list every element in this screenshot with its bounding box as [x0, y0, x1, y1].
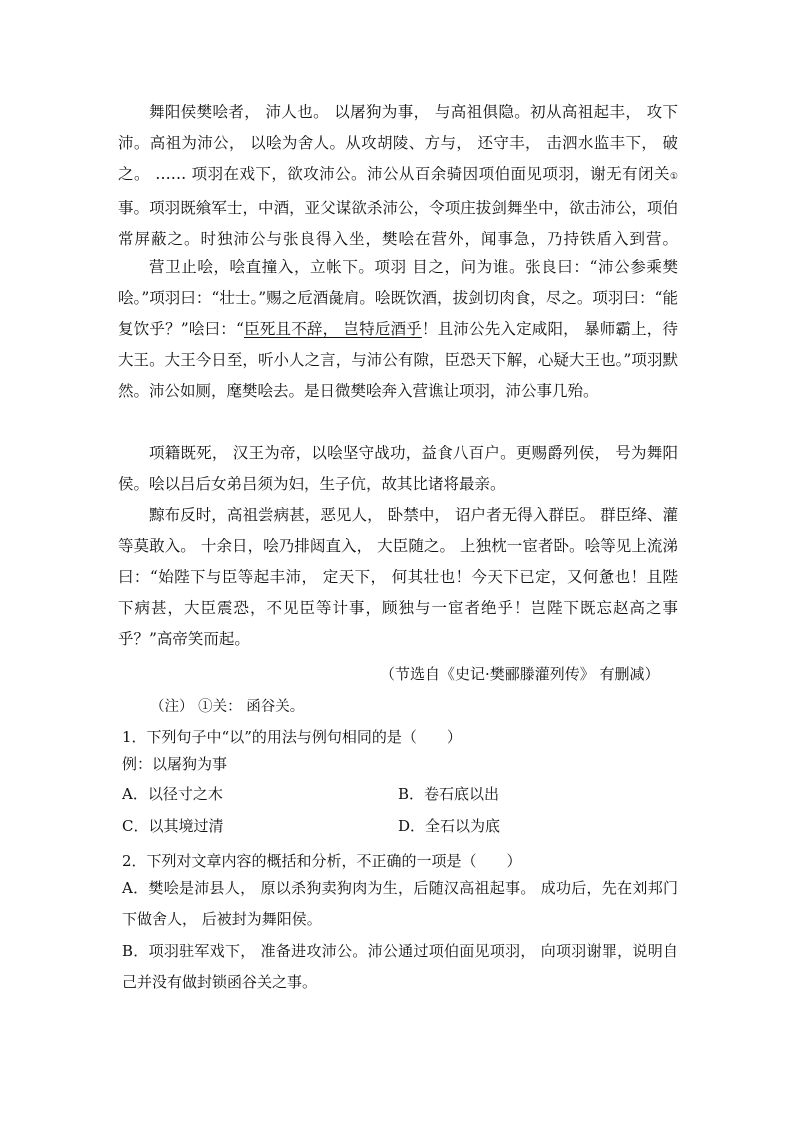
- paragraph-1-text-a: 舞阳侯樊哙者， 沛人也。 以屠狗为事， 与高祖俱隐。初从高祖起丰， 攻下沛。高祖为沛公， 以哙为舍人。从攻胡陵、方与， 还守丰， 击泗水监丰下， 破之。 …… 项羽在戏下，欲攻沛公。沛公从百余骑因项伯面见项羽，谢无有闭关: [118, 103, 678, 183]
- paragraph-2-text-b: ！且沛公先入定咸阳， 暴师霸上，待大王。大王今日至，听小人之言，与沛公有隙，臣恐天下解，心疑大王也。”项羽默然。沛公如厕，麾樊哙去。是日微樊哙奔入营谯让项羽，沛公事几殆。: [118, 320, 678, 400]
- footnote-marker: ①: [669, 172, 678, 182]
- source-citation: （节选自《史记·樊郦滕灌列传》 有删减）: [380, 665, 660, 683]
- question-1-option-b[interactable]: B．卷石底以出: [398, 785, 500, 803]
- passage-paragraph-2: [118, 252, 678, 407]
- question-1-example: 例：以屠狗为事: [122, 755, 228, 773]
- passage-paragraph-4: 黥布反时，高祖尝病甚，恶见人， 卧禁中， 诏户者无得入群臣。 群臣绛、灌等莫敢入。 十余日，哙乃排闼直入， 大臣随之。 上独枕一宦者卧。哙等见上流涕曰：“始陛下与臣等起丰沛， 定天下， 何其壮也！今天下已定，又何惫也！且陛下病甚，大臣震恐，不见臣等计事，顾独与一宦者绝乎！岂陛下既忘赵高之事乎？”高帝笑而起。: [118, 506, 678, 648]
- underlined-sentence: 臣死且不辞， 岂特卮酒乎: [243, 320, 422, 338]
- passage-paragraph-1: [118, 97, 678, 252]
- question-1-option-a[interactable]: A．以径寸之木: [122, 785, 223, 803]
- question-1-option-d[interactable]: D．全石以为底: [398, 817, 501, 835]
- paragraph-1-text-b: 事。项羽既飨军士，中酒，亚父谋欲杀沛公，令项庄拔剑舞坐中，欲击沛公，项伯常屏蔽之。时独沛公与张良得入坐，樊哙在营外，闻事急，乃持铁盾入到营。: [118, 199, 678, 248]
- question-1-stem: 1．下列句子中“以”的用法与例句相同的是（ ）: [122, 728, 462, 746]
- question-1-option-c[interactable]: C．以其境过清: [122, 817, 224, 835]
- paragraph-2-text-a: 营卫止哙，哙直撞入，立帐下。项羽 目之，问为谁。张良曰：“沛公参乘樊哙。”项羽曰：“壮士。”赐之卮酒彘肩。哙既饮酒，拔剑切肉食，尽之。项羽曰：“能复饮乎？”哙曰：“: [118, 258, 678, 338]
- question-2-stem: 2．下列对文章内容的概括和分析，不正确的一项是（ ）: [122, 852, 522, 870]
- question-2-option-b[interactable]: B．项羽驻军戏下， 准备进攻沛公。沛公通过项伯面见项羽， 向项羽谢罪，说明自己并没有做封锁函谷关之事。: [122, 942, 678, 991]
- question-2-option-a[interactable]: A．樊哙是沛县人， 原以杀狗卖狗肉为生，后随汉高祖起事。 成功后，先在刘邦门下做舍人， 后被封为舞阳侯。: [122, 879, 678, 928]
- footnote: （注） ①关： 函谷关。: [150, 699, 305, 715]
- passage-paragraph-3: 项籍既死， 汉王为帝，以哙坚守战功，益食八百户。更赐爵列侯， 号为舞阳侯。哙以吕后女弟吕须为妇，生子伉，故其比诸将最亲。: [118, 444, 678, 493]
